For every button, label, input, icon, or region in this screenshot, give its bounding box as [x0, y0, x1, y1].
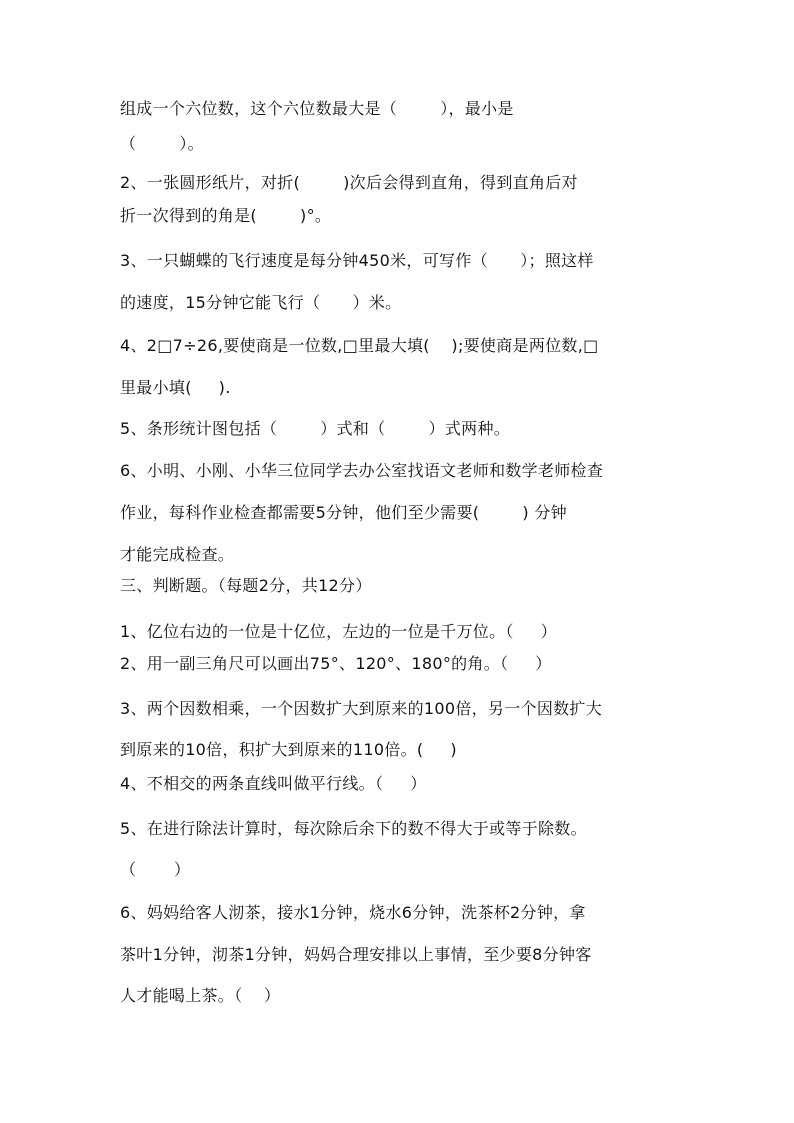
question-text-line: 的速度，15分钟它能飞行（ ）米。: [120, 293, 402, 312]
question-text-line: 3、一只蝴蝶的飞行速度是每分钟450米，可写作（ ）；照这样: [120, 251, 594, 270]
question-text-line: 1、亿位右边的一位是十亿位，左边的一位是千万位。（ ）: [120, 622, 557, 641]
question-text-line: 人才能喝上茶。（ ）: [120, 986, 281, 1005]
question-text-line: 4、2□7÷26,要使商是一位数,□里最大填( );要使商是两位数,□: [120, 336, 599, 355]
question-text-line: 折一次得到的角是( )°。: [120, 206, 332, 225]
question-text-line: 作业，每科作业检查都需要5分钟，他们至少需要( ) 分钟: [120, 503, 567, 522]
question-text-line: 3、两个因数相乘，一个因数扩大到原来的100倍，另一个因数扩大: [120, 699, 603, 718]
section-heading: 三、判断题。（每题2分，共12分）: [120, 576, 372, 595]
question-text-line: 组成一个六位数，这个六位数最大是（ ），最小是: [120, 99, 514, 118]
question-text-line: （ ）。: [120, 134, 204, 153]
question-text-line: 2、用一副三角尺可以画出75°、120°、180°的角。（ ）: [120, 654, 552, 673]
question-text-line: （ ）: [120, 860, 191, 879]
question-text-line: 4、不相交的两条直线叫做平行线。（ ）: [120, 774, 427, 793]
question-text-line: 5、在进行除法计算时，每次除后余下的数不得大于或等于除数。: [120, 819, 587, 838]
question-text-line: 里最小填( ).: [120, 378, 231, 397]
question-text-line: 6、妈妈给客人沏茶，接水1分钟，烧水6分钟，洗茶杯2分钟，拿: [120, 903, 586, 922]
question-text-line: 才能完成检查。: [120, 545, 235, 564]
question-text-line: 到原来的10倍，积扩大到原来的110倍。( ): [120, 740, 457, 759]
question-text-line: 5、条形统计图包括（ ）式和（ ）式两种。: [120, 419, 511, 438]
question-text-line: 2、一张圆形纸片，对折( )次后会得到直角，得到直角后对: [120, 173, 578, 192]
question-text-line: 茶叶1分钟，沏茶1分钟，妈妈合理安排以上事情，至少要8分钟客: [120, 945, 592, 964]
question-text-line: 6、小明、小刚、小华三位同学去办公室找语文老师和数学老师检查: [120, 461, 604, 480]
